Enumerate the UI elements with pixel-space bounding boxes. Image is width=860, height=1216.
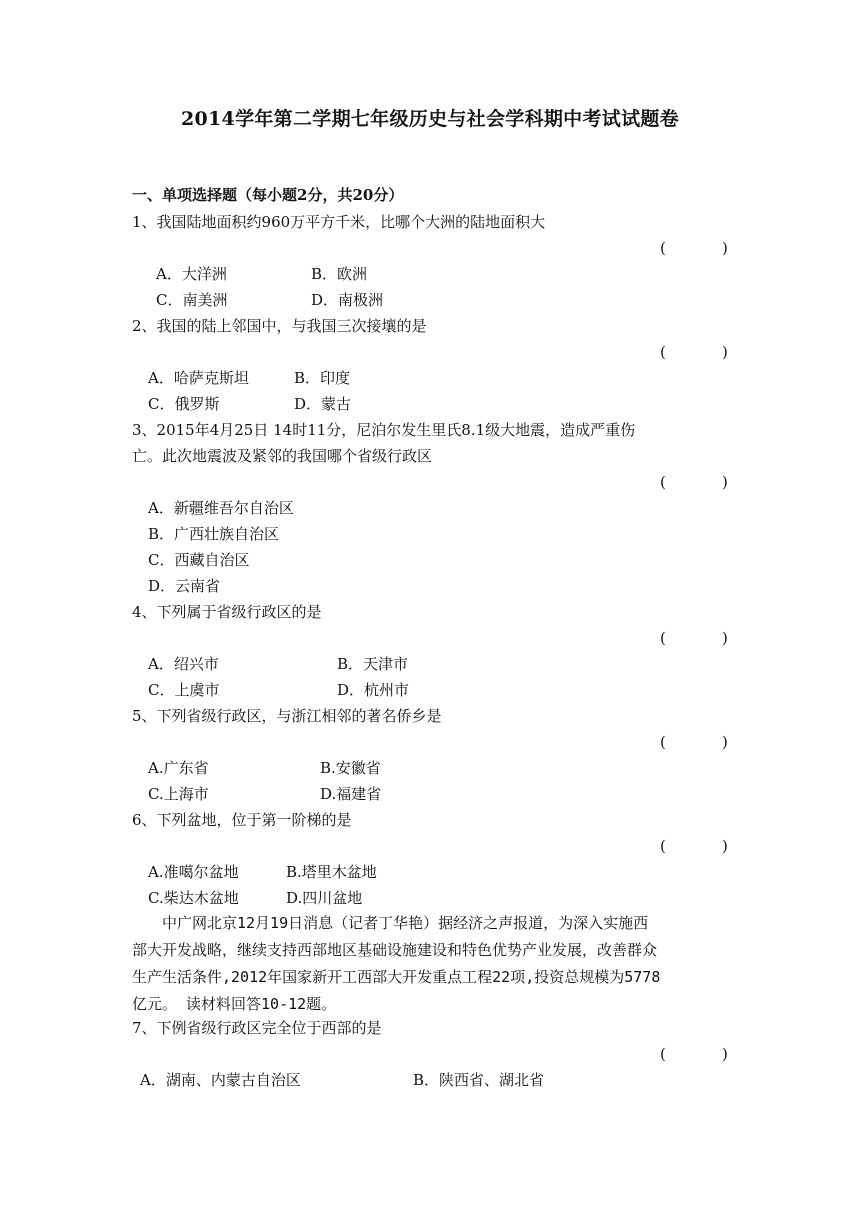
question-3-option-b: B．广西壮族自治区 xyxy=(148,525,280,543)
question-4-option-a: A．绍兴市 xyxy=(148,655,219,673)
paren-left: ( xyxy=(660,473,666,491)
paren-left: ( xyxy=(660,837,666,855)
paren-right: ) xyxy=(722,343,728,361)
question-5-option-b: B.安徽省 xyxy=(320,759,381,777)
question-4-option-b: B．天津市 xyxy=(337,655,409,673)
question-5-stem: 5、下列省级行政区，与浙江相邻的著名侨乡是 xyxy=(132,707,442,725)
paren-left: ( xyxy=(660,343,666,361)
material-line-2: 部大开发战略，继续支持西部地区基础设施建设和特色优势产业发展，改善群众 xyxy=(132,941,658,959)
paren-right: ) xyxy=(722,837,728,855)
paren-right: ) xyxy=(722,629,728,647)
question-4-stem: 4、下列属于省级行政区的是 xyxy=(132,603,322,621)
paren-right: ) xyxy=(722,733,728,751)
question-5-option-d: D.福建省 xyxy=(320,785,382,803)
question-1-option-b: B．欧洲 xyxy=(311,265,368,283)
question-6-option-d: D.四川盆地 xyxy=(286,889,363,907)
question-6-option-b: B.塔里木盆地 xyxy=(286,863,377,881)
material-line-1: 中广网北京12月19日消息（记者丁华艳）据经济之声报道，为深入实施西 xyxy=(162,914,649,932)
question-2-stem: 2、我国的陆上邻国中，与我国三次接壤的是 xyxy=(132,317,427,335)
question-6-option-a: A.准噶尔盆地 xyxy=(148,863,239,881)
paren-right: ) xyxy=(722,239,728,257)
question-2-option-d: D．蒙古 xyxy=(294,395,352,413)
question-3-stem-line1: 3、2015年4月25日 14时11分，尼泊尔发生里氏8.1级大地震，造成严重伤 xyxy=(132,421,636,439)
exam-title: 2014学年第二学期七年级历史与社会学科期中考试试题卷 xyxy=(181,108,679,130)
paren-right: ) xyxy=(722,473,728,491)
question-2-option-b: B．印度 xyxy=(294,369,351,387)
section-heading: 一、单项选择题（每小题2分，共20分） xyxy=(132,186,404,204)
question-3-stem-line2: 亡。此次地震波及紧邻的我国哪个省级行政区 xyxy=(132,447,433,465)
paren-left: ( xyxy=(660,629,666,647)
question-7-stem: 7、下例省级行政区完全位于西部的是 xyxy=(132,1019,382,1037)
question-3-option-a: A．新疆维吾尔自治区 xyxy=(148,499,294,517)
question-4-option-d: D．杭州市 xyxy=(337,681,410,699)
question-2-option-a: A．哈萨克斯坦 xyxy=(148,369,249,387)
question-6-stem: 6、下列盆地，位于第一阶梯的是 xyxy=(132,811,352,829)
question-7-option-a: A．湖南、内蒙古自治区 xyxy=(140,1071,301,1089)
question-1-option-d: D．南极洲 xyxy=(311,291,384,309)
question-5-option-a: A.广东省 xyxy=(148,759,209,777)
question-4-option-c: C．上虞市 xyxy=(148,681,220,699)
question-1-option-a: A．大洋洲 xyxy=(156,265,227,283)
question-3-option-c: C．西藏自治区 xyxy=(148,551,250,569)
paren-left: ( xyxy=(660,239,666,257)
material-line-3: 生产生活条件,2012年国家新开工西部大开发重点工程22项,投资总规模为5778 xyxy=(132,968,661,986)
question-5-option-c: C.上海市 xyxy=(148,785,209,803)
question-6-option-c: C.柴达木盆地 xyxy=(148,889,239,907)
question-1-stem: 1、我国陆地面积约960万平方千米，比哪个大洲的陆地面积大 xyxy=(132,213,546,231)
material-line-4: 亿元。 读材料回答10-12题。 xyxy=(132,995,337,1013)
paren-left: ( xyxy=(660,1045,666,1063)
question-7-option-b: B．陕西省、湖北省 xyxy=(413,1071,545,1089)
paren-left: ( xyxy=(660,733,666,751)
question-3-option-d: D．云南省 xyxy=(148,577,221,595)
paren-right: ) xyxy=(722,1045,728,1063)
question-2-option-c: C．俄罗斯 xyxy=(148,395,220,413)
question-1-option-c: C．南美洲 xyxy=(156,291,228,309)
